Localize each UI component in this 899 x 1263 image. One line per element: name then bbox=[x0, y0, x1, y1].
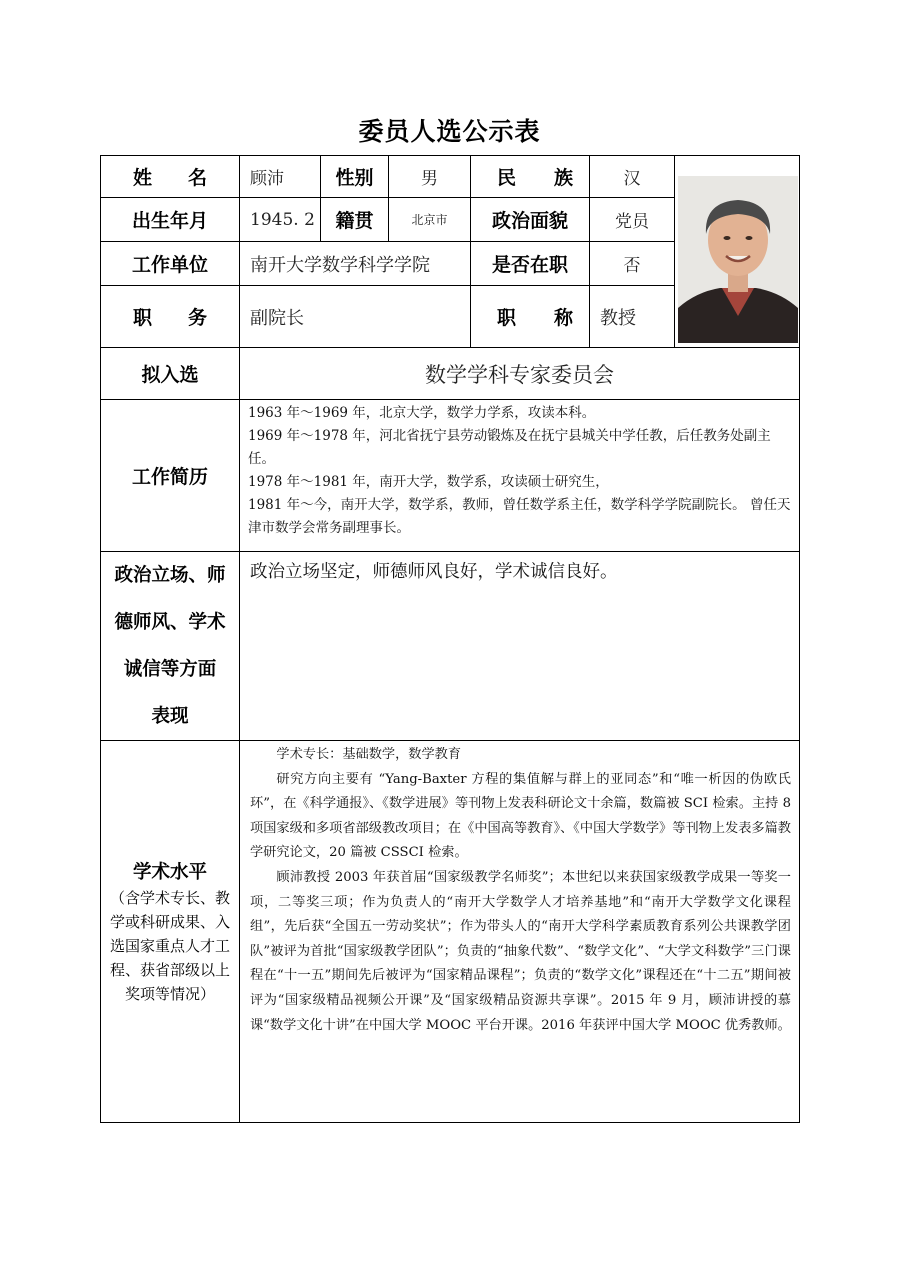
work-unit-value: 南开大学数学科学学院 bbox=[240, 242, 471, 286]
work-unit-label: 工作单位 bbox=[101, 242, 240, 286]
political-status-value: 党员 bbox=[590, 198, 675, 242]
academic-level-label: 学术水平 （含学术专长、教学或科研成果、入选国家重点人才工程、获省部级以上奖项等情况） bbox=[101, 741, 240, 1123]
nominee-form-table bbox=[100, 155, 800, 1123]
academic-paragraph: 顾沛教授 2003 年获首届“国家级教学名师奖”；本世纪以来获国家级教学成果一等奖一项，二等奖三项；作为负责人的“南开大学数学人才培养基地”和“南开大学数学文化课程组”，先后获“全国五一劳动奖状”；作为带头人的“南开大学科学素质教育系列公共课教学团队”被评为首批“国家级教学团队”；负责的“抽象代数”、“数学文化”、“大学文科数学”三门课程在“十一五”期间先后被评为“国家精品课程”；负责的“数学文化”课程还在“十二五”期间被评为“国家级精品视频公开课”及“国家级精品资源共享课”。2015 年 9 月，顾沛讲授的慕课“数学文化十讲”在中国大学 MOOC 平台开课。2016 年获评中国大学 MOOC 优秀教师。 bbox=[250, 869, 791, 1033]
native-place-label: 籍贯 bbox=[321, 198, 389, 242]
work-history-line: 1978 年～1981 年，南开大学，数学系，攻读硕士研究生， bbox=[248, 474, 609, 490]
work-history-content bbox=[240, 400, 800, 552]
committee-value: 数学学科专家委员会 bbox=[240, 348, 800, 400]
ethnicity-value: 汉 bbox=[590, 156, 675, 198]
birth-value: 1945. 2 bbox=[240, 198, 321, 242]
work-history-line: 1963 年～1969 年，北京大学，数学力学系，攻读本科。 bbox=[248, 405, 596, 421]
portrait-photo bbox=[678, 176, 798, 343]
gender-label: 性别 bbox=[321, 156, 389, 198]
native-place-value: 北京市 bbox=[389, 198, 471, 242]
academic-paragraph: 研究方向主要有 “Yang-Baxter 方程的集值解与群上的亚同态”和“唯一析因的伪欧氏环”，在《科学通报》、《数学进展》等刊物上发表科研论文十余篇，数篇被 SCI 检索。主持 8 项国家级和多项省部级教改项目；在《中国高等教育》、《中国大学数学》等刊物上发表多篇教学研究论文，20 篇被 CSSCI 检索。 bbox=[250, 771, 791, 861]
page-title: 委员人选公示表 bbox=[358, 117, 541, 146]
position-label: 职 务 bbox=[101, 286, 240, 348]
academic-level-content bbox=[240, 741, 800, 1123]
professional-title-label: 职 称 bbox=[471, 286, 590, 348]
employment-status-label: 是否在职 bbox=[471, 242, 590, 286]
work-history-line: 1981 年～今，南开大学，数学系，教师，曾任数学系主任，数学科学学院副院长。 曾任天津市数学会常务副理事长。 bbox=[248, 497, 791, 536]
employment-status-value: 否 bbox=[590, 242, 675, 286]
name-value: 顾沛 bbox=[240, 156, 321, 198]
name-label: 姓 名 bbox=[101, 156, 240, 198]
work-history-label: 工作简历 bbox=[101, 400, 240, 552]
nominee-label: 拟入选 bbox=[101, 348, 240, 400]
professional-title-value: 教授 bbox=[590, 286, 675, 348]
academic-paragraph: 学术专长：基础数学，数学教育 bbox=[276, 747, 462, 762]
position-value: 副院长 bbox=[240, 286, 471, 348]
photo-cell bbox=[675, 156, 800, 348]
political-stance-label: 政治立场、师 德师风、学术 诚信等方面 表现 bbox=[101, 552, 240, 741]
work-history-line: 1969 年～1978 年，河北省抚宁县劳动锻炼及在抚宁县城关中学任教，后任教务处副主任。 bbox=[248, 428, 771, 467]
political-stance-value: 政治立场坚定，师德师风良好，学术诚信良好。 bbox=[240, 552, 800, 741]
birth-label: 出生年月 bbox=[101, 198, 240, 242]
ethnicity-label: 民 族 bbox=[471, 156, 590, 198]
political-status-label: 政治面貌 bbox=[471, 198, 590, 242]
gender-value: 男 bbox=[389, 156, 471, 198]
